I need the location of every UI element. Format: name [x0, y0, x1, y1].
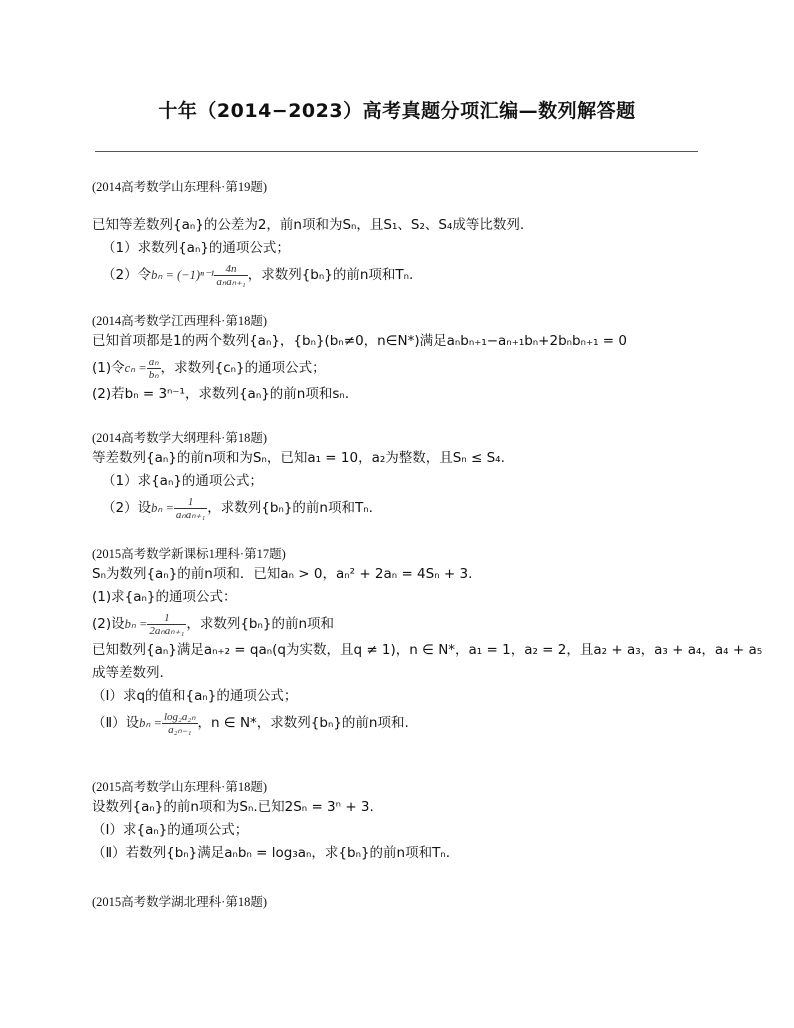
- question-label: （Ⅱ）设: [92, 715, 140, 731]
- fraction-numerator: log₂a₂ₙ: [163, 710, 196, 723]
- question-1: [92, 353, 702, 383]
- problem-source: (2014高考数学山东理科·第19题): [92, 180, 267, 194]
- problem-stem: 等差数列{aₙ}的前n项和为Sₙ，已知a₁ = 10，a₂为整数，且Sₙ ≤ S₄.: [92, 450, 505, 466]
- problem-6: [92, 893, 702, 911]
- question-text: ，求数列{bₙ}的前n项和Tₙ.: [207, 500, 373, 516]
- question-2: [92, 493, 702, 523]
- problem-source: (2014高考数学江西理科·第18题): [92, 314, 267, 328]
- problem-source: (2015高考数学湖北理科·第18题): [92, 895, 267, 909]
- fraction: [174, 496, 207, 521]
- question-i: （Ⅰ）求q的值和{aₙ}的通项公式；: [92, 688, 298, 704]
- question-ii: [92, 708, 702, 738]
- question-text: ，求数列{bₙ}的前n项和Tₙ.: [247, 267, 414, 283]
- fraction-denominator: 2aₙaₙ₊₁: [149, 624, 185, 637]
- problem-1: [92, 178, 702, 290]
- formula: cₙ =: [124, 361, 147, 375]
- formula: bₙ =: [139, 716, 162, 730]
- formula: bₙ =: [151, 501, 174, 515]
- question-2: [92, 609, 702, 639]
- problem-stem: 已知等差数列{aₙ}的公差为2，前n项和为Sₙ，且S₁、S₂、S₄成等比数列.: [92, 217, 525, 233]
- fraction: [162, 711, 198, 736]
- question-ii: （Ⅱ）若数列{bₙ}满足aₙbₙ = log₃aₙ，求{bₙ}的前n项和Tₙ.: [92, 845, 451, 861]
- question-1: （1）求数列{aₙ}的通项公式；: [102, 240, 290, 256]
- fraction-numerator: 1: [174, 496, 207, 509]
- fraction-numerator: aₙ: [148, 355, 159, 368]
- question-text: ，求数列{cₙ}的通项公式；: [160, 360, 326, 376]
- problem-stem: 已知首项都是1的两个数列{aₙ}，{bₙ}(bₙ≠0，n∈N*)满足aₙbₙ₊₁−aₙ₊₁bₙ+2bₙbₙ₊₁ = 0: [92, 333, 627, 349]
- problem-3: [92, 429, 702, 523]
- question-text: ，求数列{bₙ}的前n项和: [186, 616, 335, 632]
- fraction: [147, 356, 161, 381]
- page-title: 十年（2014−2023）高考真题分项汇编—数列解答题: [158, 100, 636, 122]
- problem-source: (2015高考数学新课标1理科·第17题): [92, 547, 286, 561]
- problem-source: (2015高考数学山东理科·第18题): [92, 780, 267, 794]
- question-text: ，n ∈ N*，求数列{bₙ}的前n项和.: [197, 715, 409, 731]
- title-divider: [95, 151, 698, 152]
- problem-stem-2: 已知数列{aₙ}满足aₙ₊₂ = qaₙ(q为实数，且q ≠ 1)，n ∈ N*，a₁ = 1，a₂ = 2，且a₂ + a₃，a₃ + a₄，a₄ + a₅: [92, 642, 763, 658]
- question-i: （Ⅰ）求{aₙ}的通项公式；: [92, 822, 249, 838]
- fraction: [147, 612, 186, 637]
- fraction-denominator: aₙaₙ₊₁: [175, 508, 206, 521]
- fraction-denominator: bₙ: [148, 368, 159, 381]
- question-label: （2）令: [102, 267, 152, 283]
- question-1: （1）求{aₙ}的通项公式；: [102, 473, 263, 489]
- fraction-numerator: 4n: [214, 263, 247, 276]
- fraction-denominator: aₙaₙ₊₁: [216, 275, 246, 288]
- problem-stem-3: 成等差数列.: [92, 665, 164, 681]
- fraction-denominator: a₂ₙ₋₁: [168, 723, 192, 736]
- question-label: (1)令: [92, 360, 125, 376]
- problem-stem: Sₙ为数列{aₙ}的前n项和．已知aₙ > 0，aₙ² + 2aₙ = 4Sₙ + 3.: [92, 566, 473, 582]
- question-1: (1)求{aₙ}的通项公式：: [92, 589, 237, 605]
- problem-source: (2014高考数学大纲理科·第18题): [92, 431, 267, 445]
- problem-stem: 设数列{aₙ}的前n项和为Sₙ.已知2Sₙ = 3ⁿ + 3.: [92, 799, 374, 815]
- question-label: （2）设: [102, 500, 152, 516]
- problem-4: [92, 545, 763, 738]
- formula: bₙ =: [124, 617, 148, 631]
- question-2: (2)若bₙ = 3ⁿ⁻¹，求数列{aₙ}的前n项和sₙ.: [92, 386, 350, 402]
- question-label: (2)设: [92, 616, 125, 632]
- fraction-numerator: 1: [147, 612, 186, 625]
- question-2: [92, 260, 702, 290]
- problem-2: [92, 312, 702, 406]
- formula: bₙ = (−1)ⁿ⁻¹: [151, 268, 215, 282]
- problem-5: [92, 778, 702, 865]
- fraction: [214, 263, 247, 288]
